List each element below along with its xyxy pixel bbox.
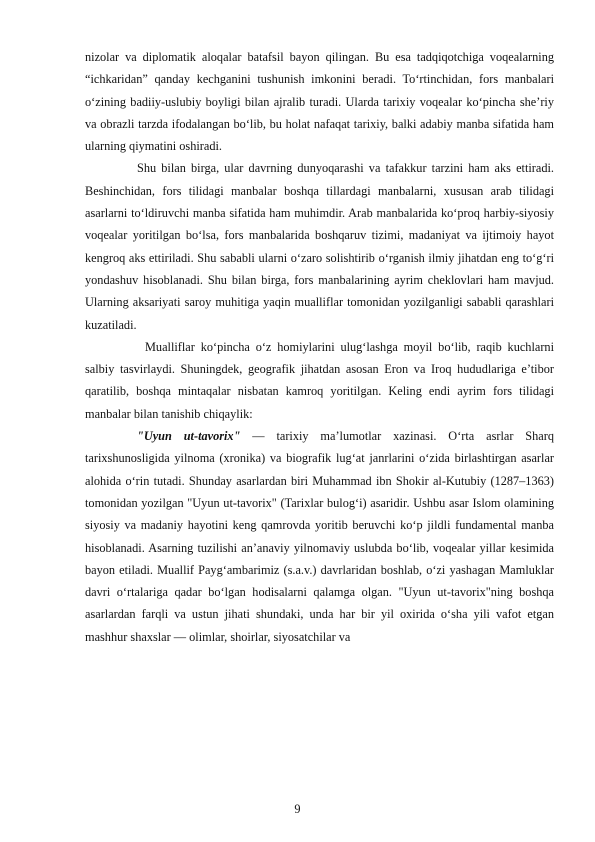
paragraph-4-body: — tarixiy ma’lumotlar xazinasi. O‘rta asrlar Sharq tarixshunosligida yilnoma (xronika) va biografik lug‘at janrlarini o‘zida birlashtirgan asarlar alohida o‘rin tutadi. Shunday asarlardan biri Muhammad ibn Shokir al-Kutubiy (1287–1363) tomonidan yozilgan "Uyun ut-tavorix" (Tarixlar bulog‘i) asaridir. Ushbu asar Islom olamining siyosiy va madaniy hayotini keng qamrovda yoritib beruvchi ko‘p jildli fundamental manba hisoblanadi. Asarning tuzilishi an’anaviy yilnomaviy uslubda bo‘lib, voqealar yillar kesimida bayon etiladi. Muallif Payg‘ambarimiz (s.a.v.) davrlaridan boshlab, o‘zi yashagan Mamluklar davri o‘rtalariga qadar bo‘lgan hodisalarni qalamga olgan. "Uyun ut-tavorix"ning boshqa asarlardan farqli va ustun jihati shundaki, unda har bir yil oxirida o‘sha yili vafot etgan mashhur shaxslar — olimlar, shoirlar, siyosatchilar va bbox=[85, 429, 554, 644]
page-number: 9 bbox=[294, 802, 301, 816]
paragraph-3: Mualliflar ko‘pincha o‘z homiylarini ulug‘lashga moyil bo‘lib, raqib kuchlarni salbiy tasvirlaydi. Shuningdek, geografik jihatdan asosan Eron va Iroq hududlariga e’tibor qaratilib, boshqa mintaqalar nisbatan kamroq yoritilgan. Keling endi ayrim fors tilidagi manbalar bilan tanishib chiqaylik: bbox=[85, 339, 554, 421]
document-page bbox=[85, 46, 554, 648]
paragraph-1: nizolar va diplomatik aloqalar batafsil bayon qilingan. Bu esa tadqiqotchiga voqealarning “ichkaridan” qanday kechganini tushunish imkonini beradi. To‘rtinchidan, fors manbalari o‘zining badiiy-uslubiy boyligi bilan ajralib turadi. Ularda tarixiy voqealar ko‘pincha she’riy va obrazli tarzda ifodalangan bo‘lib, bu holat nafaqat tarixiy, balki adabiy manba sifatida ham ularning qiymatini oshiradi. bbox=[85, 50, 554, 154]
paragraph-4 bbox=[85, 425, 554, 648]
work-title: "Uyun ut-tavorix" bbox=[137, 429, 241, 444]
paragraph-2: Shu bilan birga, ular davrning dunyoqarashi va tafakkur tarzini ham aks ettiradi. Beshinchidan, fors tilidagi manbalar boshqa tillardagi manbalarni, xususan arab tilidagi asarlarni to‘ldiruvchi manba sifatida ham muhimdir. Arab manbalarida ko‘proq harbiy-siyosiy voqealar yoritilgan bo‘lsa, fors manbalarida boshqaruv tizimi, madaniyat va ijtimoiy hayot kengroq aks ettiriladi. Shu sababli ularni o‘zaro solishtirib o‘rganish ilmiy jihatdan eng to‘g‘ri yondashuv hisoblanadi. Shu bilan birga, fors manbalarining ayrim cheklovlari ham mavjud. Ularning aksariyati saroy muhitiga yaqin mualliflar tomonidan yozilganligi sababli qarashlari kuzatiladi. bbox=[85, 161, 554, 332]
